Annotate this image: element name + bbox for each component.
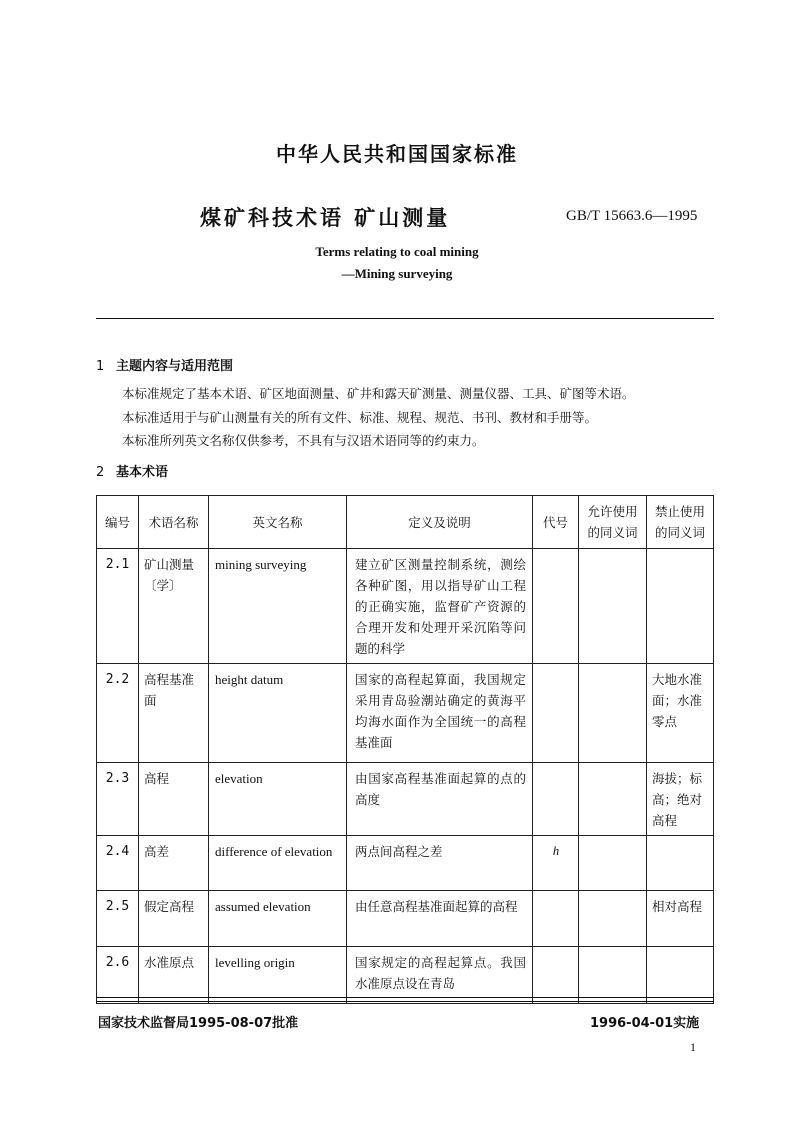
row-allowed-synonyms — [579, 763, 646, 772]
row-number: 2.4 — [105, 844, 130, 859]
row-forbidden-synonyms: 海拔；标高；绝对高程 — [652, 771, 703, 828]
standard-type-title: 中华人民共和国国家标准 — [276, 142, 518, 166]
page-number: 1 — [690, 1040, 696, 1054]
row-code — [533, 891, 578, 900]
table-row — [97, 836, 714, 891]
row-allowed-synonyms — [579, 664, 646, 673]
footer-divider-thin — [96, 997, 714, 998]
row-code: h — [552, 844, 560, 858]
row-allowed-synonyms — [579, 549, 646, 558]
section1-paragraph-3: 本标准所列英文名称仅供参考，不具有与汉语术语同等的约束力。 — [122, 433, 485, 448]
row-english: mining surveying — [215, 557, 307, 572]
section1-heading — [96, 355, 233, 374]
section1-paragraph-1: 本标准规定了基本术语、矿区地面测量、矿井和露天矿测量、测量仪器、工具、矿图等术语。 — [122, 386, 635, 401]
row-english: height datum — [215, 672, 284, 687]
table-row — [97, 891, 714, 947]
section2-number: 2 — [96, 465, 105, 480]
row-english: levelling origin — [215, 955, 295, 970]
section2-heading — [96, 461, 168, 480]
header-forbidden-line1: 禁止使用 — [654, 504, 705, 519]
header-number: 编号 — [97, 496, 139, 549]
terms-table — [96, 495, 714, 1004]
header-allowed-line1: 允许使用 — [587, 504, 638, 519]
header-allowed-line2: 的同义词 — [587, 525, 638, 540]
row-code — [533, 664, 578, 673]
header-english: 英文名称 — [209, 496, 347, 549]
approval-note: 国家技术监督局1995-08-07批准 — [98, 1016, 299, 1031]
row-definition: 两点间高程之差 — [355, 844, 443, 859]
english-title-line2: —Mining surveying — [341, 266, 453, 281]
header-divider — [96, 318, 714, 319]
header-forbidden-synonyms — [647, 496, 714, 549]
row-allowed-synonyms — [579, 891, 646, 900]
row-forbidden-synonyms: 相对高程 — [652, 899, 703, 914]
row-forbidden-synonyms — [647, 836, 713, 845]
row-code — [533, 549, 578, 558]
table-row — [97, 549, 714, 664]
header-code: 代号 — [533, 496, 579, 549]
row-forbidden-synonyms: 大地水准面；水准零点 — [652, 672, 703, 729]
row-english: elevation — [215, 771, 263, 786]
row-term: 高差 — [144, 844, 170, 859]
footer-divider-thick — [96, 1001, 714, 1002]
header-term: 术语名称 — [139, 496, 209, 549]
document-title: 煤矿科技术语 矿山测量 — [200, 206, 451, 230]
section2-title: 基本术语 — [116, 465, 169, 480]
row-english: difference of elevation — [215, 844, 333, 859]
row-forbidden-synonyms — [647, 947, 713, 956]
row-definition: 国家的高程起算面，我国规定采用青岛验潮站确定的黄海平均海水面作为全国统一的高程基准面 — [355, 672, 526, 750]
header-allowed-synonyms — [579, 496, 647, 549]
header-forbidden-line2: 的同义词 — [654, 525, 705, 540]
section1-paragraph-2: 本标准适用于与矿山测量有关的所有文件、标准、规程、规范、书刊、教材和手册等。 — [122, 410, 598, 425]
row-forbidden-synonyms — [647, 549, 713, 558]
row-english: assumed elevation — [215, 899, 311, 914]
implementation-date: 1996-04-01实施 — [590, 1016, 700, 1031]
row-number: 2.3 — [105, 771, 130, 786]
row-term: 矿山测量〔学〕 — [144, 557, 195, 593]
row-term: 假定高程 — [144, 899, 195, 914]
table-row — [97, 664, 714, 763]
row-allowed-synonyms — [579, 836, 646, 845]
row-number: 2.1 — [105, 557, 130, 572]
row-number: 2.5 — [105, 899, 130, 914]
section1-number: 1 — [96, 359, 105, 374]
row-allowed-synonyms — [579, 947, 646, 956]
row-definition: 建立矿区测量控制系统，测绘各种矿图，用以指导矿山工程的正确实施，监督矿产资源的合理开发和处理开采沉陷等问题的科学 — [355, 557, 526, 656]
header-definition: 定义及说明 — [347, 496, 533, 549]
row-number: 2.6 — [105, 955, 130, 970]
row-code — [533, 763, 578, 772]
row-term: 水准原点 — [144, 955, 195, 970]
row-definition: 由国家高程基准面起算的点的高度 — [355, 771, 526, 807]
english-title-line1: Terms relating to coal mining — [315, 244, 479, 259]
row-term: 高程 — [144, 771, 170, 786]
standard-code: GB/T 15663.6—1995 — [566, 208, 698, 224]
row-definition: 国家规定的高程起算点。我国水准原点设在青岛 — [355, 955, 526, 991]
row-number: 2.2 — [105, 672, 130, 687]
table-header-row — [97, 496, 714, 549]
row-code — [533, 947, 578, 956]
table-row — [97, 763, 714, 836]
table-row — [97, 947, 714, 1004]
section1-title: 主题内容与适用范围 — [116, 359, 234, 374]
row-term: 高程基准面 — [144, 672, 195, 708]
row-definition: 由任意高程基准面起算的高程 — [355, 899, 518, 914]
